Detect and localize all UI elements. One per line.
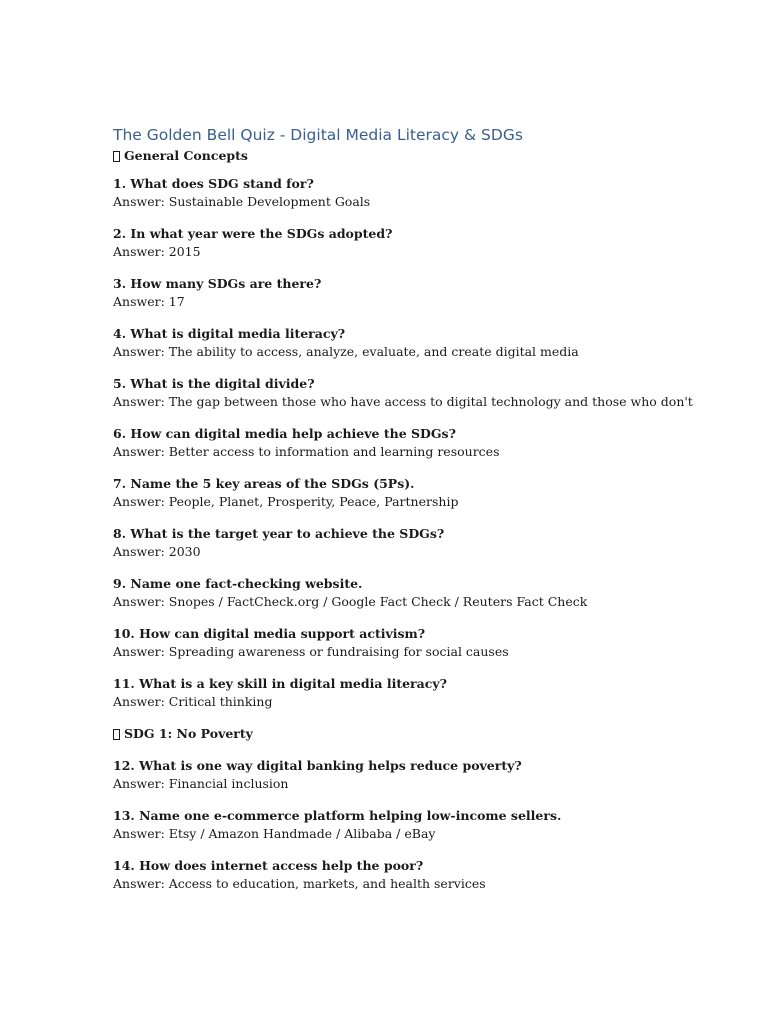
section-heading-label: General Concepts <box>124 148 248 163</box>
qa-item <box>113 425 733 461</box>
section-heading-sdg1 <box>113 725 733 743</box>
answer: Answer: Etsy / Amazon Handmade / Alibaba / eBay <box>113 826 436 841</box>
qa-item <box>113 807 733 843</box>
document-page <box>113 124 733 907</box>
answer: Answer: Sustainable Development Goals <box>113 194 371 209</box>
qa-item <box>113 275 733 311</box>
qa-item <box>113 175 733 211</box>
question: 13. Name one e-commerce platform helping low-income sellers. <box>113 808 562 823</box>
question: 5. What is the digital divide? <box>113 376 315 391</box>
answer: Answer: 17 <box>113 294 185 309</box>
section-heading-label: SDG 1: No Poverty <box>124 726 253 741</box>
answer: Answer: 2030 <box>113 544 201 559</box>
qa-item <box>113 857 733 893</box>
question: 4. What is digital media literacy? <box>113 326 346 341</box>
qa-item <box>113 575 733 611</box>
qa-item <box>113 525 733 561</box>
qa-item <box>113 757 733 793</box>
question: 3. How many SDGs are there? <box>113 276 322 291</box>
document-title: The Golden Bell Quiz - Digital Media Literacy & SDGs <box>113 126 523 144</box>
answer: Answer: 2015 <box>113 244 201 259</box>
question: 9. Name one fact-checking website. <box>113 576 363 591</box>
answer: Answer: Critical thinking <box>113 694 273 709</box>
question: 12. What is one way digital banking helps reduce poverty? <box>113 758 522 773</box>
question: 8. What is the target year to achieve the SDGs? <box>113 526 445 541</box>
question: 6. How can digital media help achieve the SDGs? <box>113 426 456 441</box>
question: 1. What does SDG stand for? <box>113 176 314 191</box>
question: 11. What is a key skill in digital media literacy? <box>113 676 447 691</box>
answer: Answer: The ability to access, analyze, evaluate, and create digital media <box>113 344 579 359</box>
qa-item <box>113 475 733 511</box>
question: 14. How does internet access help the poor? <box>113 858 424 873</box>
qa-item <box>113 375 733 411</box>
qa-item <box>113 225 733 261</box>
answer: Answer: Snopes / FactCheck.org / Google Fact Check / Reuters Fact Check <box>113 594 588 609</box>
question: 7. Name the 5 key areas of the SDGs (5Ps). <box>113 476 415 491</box>
qa-item <box>113 625 733 661</box>
answer: Answer: Spreading awareness or fundraising for social causes <box>113 644 509 659</box>
answer: Answer: Financial inclusion <box>113 776 289 791</box>
answer: Answer: The gap between those who have access to digital technology and those who don't <box>113 394 693 409</box>
question: 2. In what year were the SDGs adopted? <box>113 226 393 241</box>
qa-item <box>113 325 733 361</box>
question: 10. How can digital media support activism? <box>113 626 426 641</box>
answer: Answer: Better access to information and learning resources <box>113 444 500 459</box>
answer: Answer: People, Planet, Prosperity, Peace, Partnership <box>113 494 459 509</box>
section-heading-general-concepts <box>113 147 733 165</box>
checkbox-icon <box>113 151 120 162</box>
answer: Answer: Access to education, markets, and health services <box>113 876 486 891</box>
checkbox-icon <box>113 729 120 740</box>
qa-item <box>113 675 733 711</box>
